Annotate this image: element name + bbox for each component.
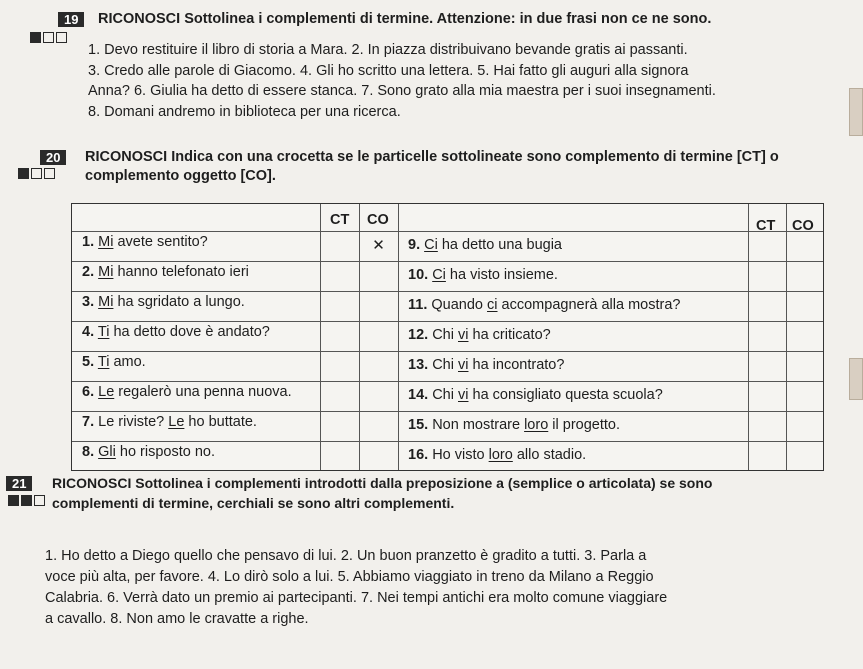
sentence-14: 14. Chi vi ha consigliato questa scuola?: [408, 387, 663, 403]
row-divider: [72, 441, 823, 442]
text-line: 3. Credo alle parole di Giacomo. 4. Gli ho scritto una lettera. 5. Hai fatto gli auguri alla signora: [88, 62, 689, 79]
difficulty-box-empty: [44, 168, 55, 179]
sentence-8: 8. Gli ho risposto no.: [82, 444, 216, 460]
sentence-7: 7. Le riviste? Le ho buttate.: [82, 414, 257, 430]
text-line: 1. Ho detto a Diego quello che pensavo di lui. 2. Un buon pranzetto è gradito a tutti. 3. Parla a: [45, 548, 647, 564]
difficulty-box-filled: [8, 495, 19, 506]
sentence-1: 1. Mi avete sentito?: [82, 234, 208, 250]
sentence-10: 10. Ci ha visto insieme.: [408, 267, 558, 283]
header-ct: CT: [330, 212, 350, 228]
column-divider: [748, 204, 749, 470]
column-divider: [786, 204, 787, 470]
sentence-13: 13. Chi vi ha incontrato?: [408, 357, 565, 373]
difficulty-indicator: [8, 495, 45, 506]
exercise-title: complementi di termine, cerchiali se sono altri complementi.: [52, 495, 455, 511]
exercise-text: [45, 546, 667, 630]
difficulty-box-filled: [21, 495, 32, 506]
row-divider: [72, 231, 823, 232]
exercise-title: RICONOSCI Sottolinea i complementi di termine. Attenzione: in due frasi non ce ne sono.: [98, 11, 712, 27]
difficulty-indicator: [18, 168, 55, 179]
row-divider: [72, 381, 823, 382]
row-divider: [72, 291, 823, 292]
difficulty-indicator: [30, 32, 67, 43]
row-divider: [72, 351, 823, 352]
checkbox-ct-1[interactable]: [320, 231, 359, 261]
header-ct: CT: [756, 218, 776, 234]
sentence-12: 12. Chi vi ha criticato?: [408, 327, 551, 343]
difficulty-box-empty: [56, 32, 67, 43]
text-line: 8. Domani andremo in biblioteca per una ricerca.: [88, 103, 401, 120]
text-line: 1. Devo restituire il libro di storia a Mara. 2. In piazza distribuivano bevande gratis ai passanti.: [88, 42, 688, 58]
row-divider: [72, 261, 823, 262]
text-line: a cavallo. 8. Non amo le cravatte a righe.: [45, 611, 309, 627]
exercise-title: complemento oggetto [CO].: [85, 168, 276, 184]
exercise-title: RICONOSCI Sottolinea i complementi introdotti dalla preposizione a (semplice o articolata) se sono: [52, 475, 713, 491]
text-line: voce più alta, per favore. 4. Lo dirò solo a lui. 5. Abbiamo viaggiato in treno da Milano a Reggio: [45, 569, 654, 585]
exercise-text: [88, 40, 716, 122]
header-co: CO: [367, 212, 389, 228]
sentence-6: 6. Le regalerò una penna nuova.: [82, 384, 292, 400]
sentence-4: 4. Ti ha detto dove è andato?: [82, 324, 270, 340]
text-line: Calabria. 6. Verrà dato un premio ai partecipanti. 7. Nei tempi antichi era molto comune viaggiare: [45, 590, 668, 606]
sentence-15: 15. Non mostrare loro il progetto.: [408, 417, 621, 433]
sentence-16: 16. Ho visto loro allo stadio.: [408, 447, 587, 463]
row-divider: [72, 411, 823, 412]
exercise-number: 19: [58, 12, 84, 27]
difficulty-box-filled: [18, 168, 29, 179]
checkbox-co-1[interactable]: ✕: [372, 237, 385, 254]
header-co: CO: [792, 218, 814, 234]
sentence-3: 3. Mi ha sgridato a lungo.: [82, 294, 245, 310]
sentence-11: 11. Quando ci accompagnerà alla mostra?: [408, 297, 681, 313]
exercise-title: RICONOSCI Indica con una crocetta se le particelle sottolineate sono complemento di termine [CT] o: [85, 149, 779, 165]
page-edge-tab: [849, 88, 863, 136]
exercise-number: 20: [40, 150, 66, 165]
difficulty-box-empty: [31, 168, 42, 179]
page-edge-tab: [849, 358, 863, 400]
sentence-2: 2. Mi hanno telefonato ieri: [82, 264, 249, 280]
answer-table: [71, 203, 824, 471]
difficulty-box-empty: [34, 495, 45, 506]
column-divider: [398, 204, 399, 470]
exercise-number: 21: [6, 476, 32, 491]
difficulty-box-filled: [30, 32, 41, 43]
sentence-9: 9. Ci ha detto una bugia: [408, 237, 562, 253]
text-line: Anna? 6. Giulia ha detto di essere stanca. 7. Sono grato alla mia maestra per i suoi insegnamenti.: [88, 83, 716, 99]
sentence-5: 5. Ti amo.: [82, 354, 146, 370]
difficulty-box-empty: [43, 32, 54, 43]
row-divider: [72, 321, 823, 322]
